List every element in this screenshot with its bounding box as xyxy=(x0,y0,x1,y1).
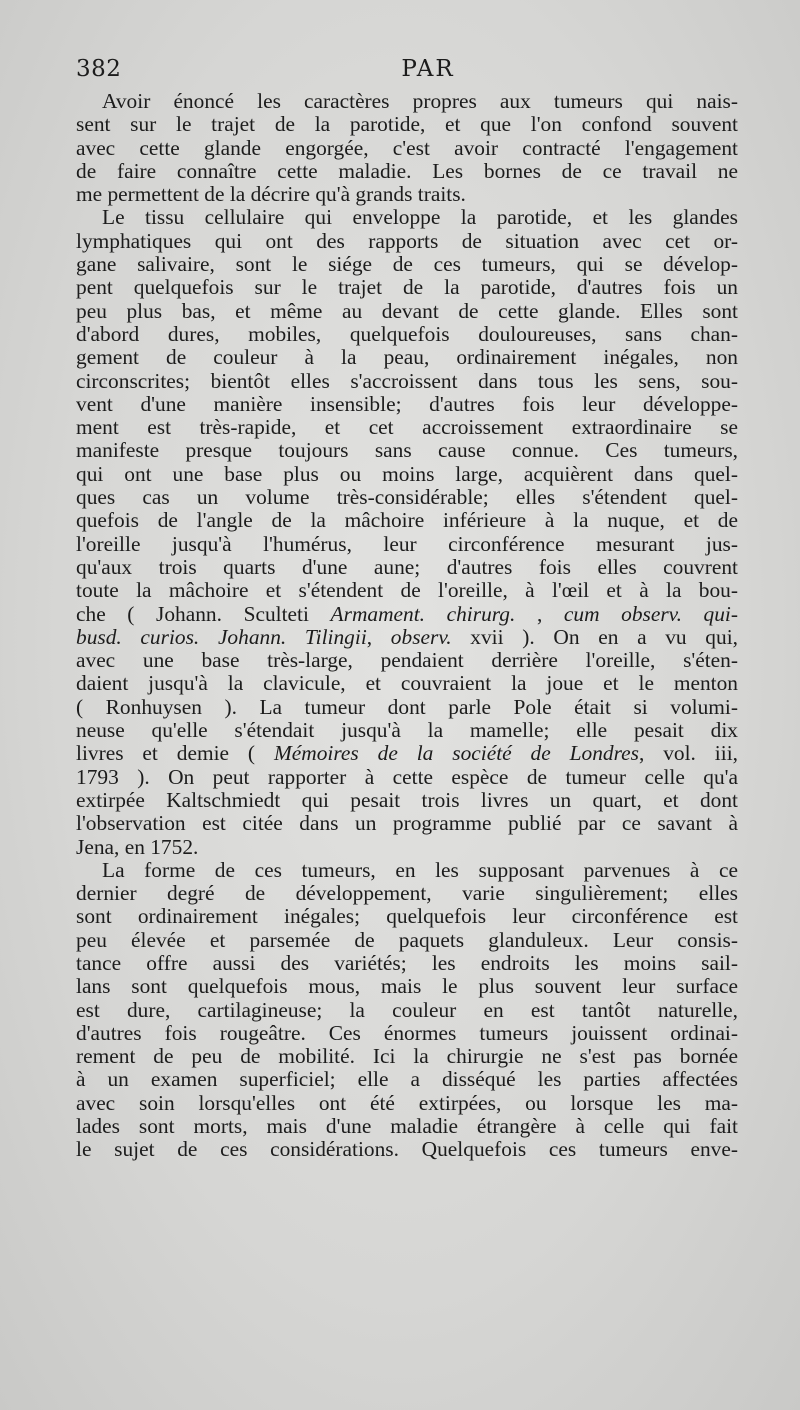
citation-title: Mémoires de la société de Londres xyxy=(273,742,639,766)
text-line: avec soin lorsqu'elles ont été extirpées, ou lorsque les ma- xyxy=(76,1091,738,1115)
text-line: avec une base très-large, pendaient derrière l'oreille, s'éten- xyxy=(76,649,738,673)
text-line: La forme de ces tumeurs, en les supposant parvenues à ce xyxy=(102,858,738,882)
text-line: Le tissu cellulaire qui enveloppe la parotide, et les glandes xyxy=(102,206,738,230)
citation-title: Armament. chirurg. xyxy=(330,602,516,626)
citation-title: observ. xyxy=(390,625,452,649)
text-line: le sujet de ces considérations. Quelquefois ces tumeurs enve- xyxy=(76,1138,738,1162)
text-line: l'oreille jusqu'à l'humérus, leur circonférence mesurant jus- xyxy=(76,532,738,556)
text-line: lades sont morts, mais d'une maladie étrangère à celle qui fait xyxy=(76,1115,738,1139)
text-line xyxy=(76,603,738,626)
text-line: ment est très-rapide, et cet accroissement extraordinaire se xyxy=(76,416,738,440)
page-header xyxy=(76,56,760,90)
text-line: me permettent de la décrire qu'à grands traits. xyxy=(76,183,466,207)
text-line: sont ordinairement inégales; quelquefois leur circonférence est xyxy=(76,905,738,929)
running-head: PAR xyxy=(401,56,455,82)
text-line: d'abord dures, mobiles, quelquefois douloureuses, sans chan- xyxy=(76,322,738,346)
text-line: extirpée Kaltschmiedt qui pesait trois livres un quart, et dont xyxy=(76,788,738,812)
text-line: Avoir énoncé les caractères propres aux tumeurs qui nais- xyxy=(102,90,738,113)
text-line: Jena, en 1752. xyxy=(76,835,199,859)
text-line: gane salivaire, sont le siége de ces tumeurs, qui se dévelop- xyxy=(76,253,738,277)
page-number: 382 xyxy=(76,56,122,82)
text-run: , xyxy=(366,625,391,649)
text-line: toute la mâchoire et s'étendent de l'oreille, à l'œil et à la bou- xyxy=(76,579,738,603)
text-line: sent sur le trajet de la parotide, et que l'on confond souvent xyxy=(76,113,738,137)
text-run: xvii ). On en a vu qui, xyxy=(451,625,738,649)
text-run: , vol. iii, xyxy=(638,742,738,766)
text-line: tance offre aussi des variétés; les endroits les moins sail- xyxy=(76,951,738,975)
text-line: qu'aux trois quarts d'une aune; d'autres fois elles couvrent xyxy=(76,555,738,579)
body-text xyxy=(76,90,738,1162)
text-line: vent d'une manière insensible; d'autres fois leur développe- xyxy=(76,392,738,416)
text-line: d'autres fois rougeâtre. Ces énormes tumeurs jouissent ordinai- xyxy=(76,1021,738,1045)
text-line: daient jusqu'à la clavicule, et couvraient la joue et le menton xyxy=(76,672,738,696)
citation-title: busd. curios. Johann. Tilingii xyxy=(76,625,367,649)
text-line: quefois de l'angle de la mâchoire inférieure à la nuque, et de xyxy=(76,509,738,533)
citation-title: cum observ. qui- xyxy=(563,602,738,626)
text-line: lymphatiques qui ont des rapports de situation avec cet or- xyxy=(76,229,738,253)
text-line: lans sont quelquefois mous, mais le plus souvent leur surface xyxy=(76,975,738,999)
text-line: circonscrites; bientôt elles s'accroissent dans tous les sens, sou- xyxy=(76,369,738,393)
text-line: gement de couleur à la peau, ordinairement inégales, non xyxy=(76,346,738,370)
text-line: de faire connaître cette maladie. Les bornes de ce travail ne xyxy=(76,159,738,183)
text-line: rement de peu de mobilité. Ici la chirurgie ne s'est pas bornée xyxy=(76,1045,738,1069)
text-line: peu plus bas, et même au devant de cette glande. Elles sont xyxy=(76,299,738,323)
text-line: peu élevée et parsemée de paquets glanduleux. Leur consis- xyxy=(76,928,738,952)
text-line: est dure, cartilagineuse; la couleur en est tantôt naturelle, xyxy=(76,998,738,1022)
text-line: neuse qu'elle s'étendait jusqu'à la mamelle; elle pesait dix xyxy=(76,719,738,743)
text-line: à un examen superficiel; elle a disséqué les parties affectées xyxy=(76,1068,738,1092)
text-run: livres et demie ( xyxy=(76,742,274,766)
text-run: che ( Johann. Sculteti xyxy=(76,602,331,626)
text-line: manifeste presque toujours sans cause connue. Ces tumeurs, xyxy=(76,439,738,463)
text-run: , xyxy=(515,602,564,626)
text-line: 1793 ). On peut rapporter à cette espèce de tumeur celle qu'a xyxy=(76,765,738,789)
text-line: avec cette glande engorgée, c'est avoir contracté l'engagement xyxy=(76,136,738,160)
text-line: ques cas un volume très-considérable; elles s'étendent quel- xyxy=(76,486,738,510)
text-line: l'observation est citée dans un programme publié par ce savant à xyxy=(76,812,738,836)
text-line: dernier degré de développement, varie singulièrement; elles xyxy=(76,882,738,906)
text-line: qui ont une base plus ou moins large, acquièrent dans quel- xyxy=(76,462,738,486)
text-line: pent quelquefois sur le trajet de la parotide, d'autres fois un xyxy=(76,276,738,300)
text-line xyxy=(76,742,738,765)
text-line xyxy=(76,626,738,649)
text-line: ( Ronhuysen ). La tumeur dont parle Pole était si volumi- xyxy=(76,695,738,719)
